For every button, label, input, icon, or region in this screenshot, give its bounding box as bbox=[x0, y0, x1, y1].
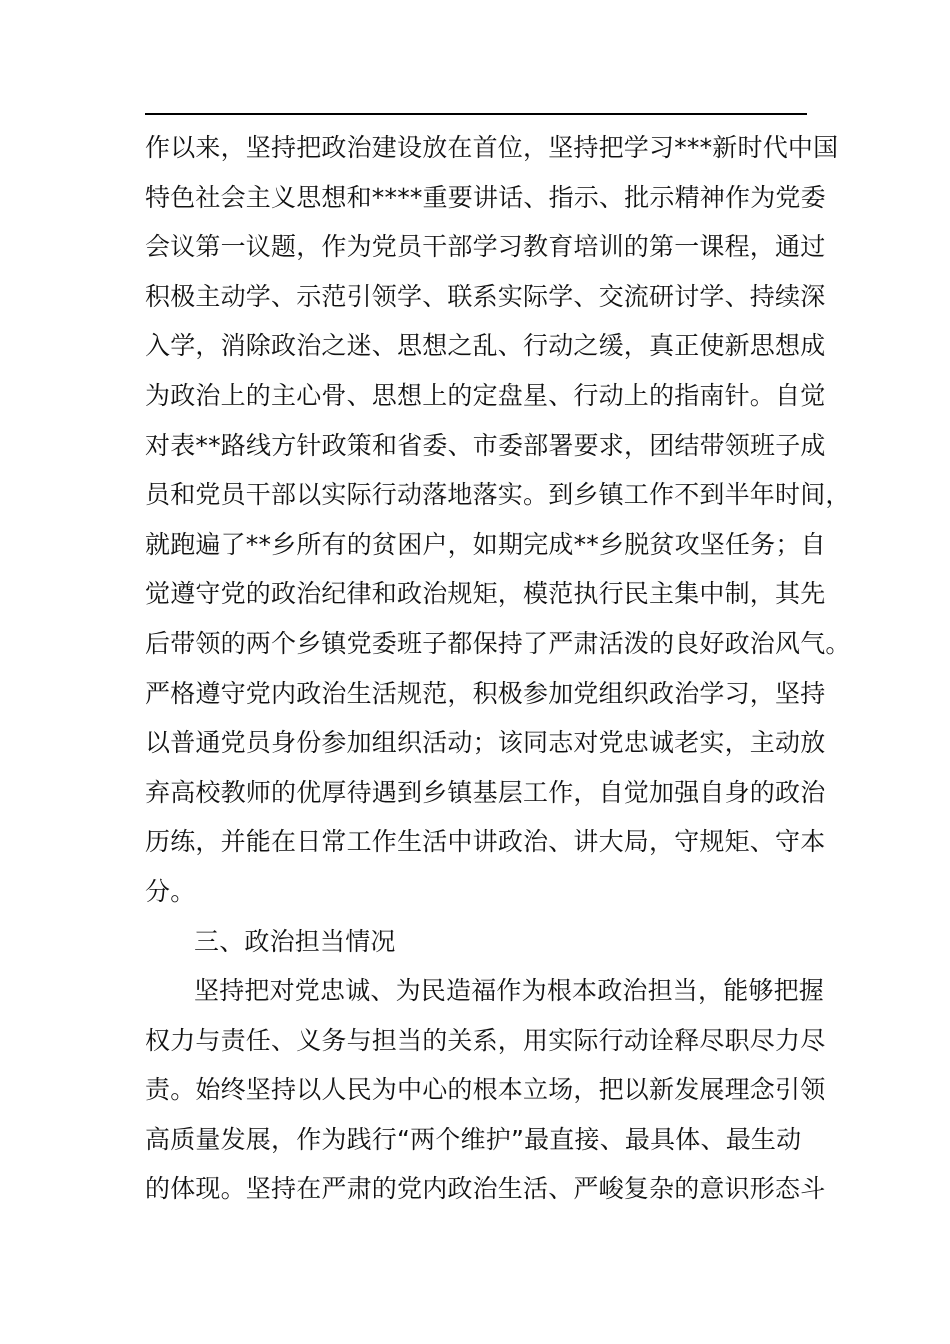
text-line: 入学，消除政治之迷、思想之乱、行动之缓，真正使新思想成 bbox=[145, 331, 826, 361]
document-body bbox=[145, 123, 851, 1214]
text-line: 就跑遍了**乡所有的贫困户，如期完成**乡脱贫攻坚任务；自 bbox=[145, 529, 826, 559]
text-line: 特色社会主义思想和****重要讲话、指示、批示精神作为党委 bbox=[145, 182, 826, 212]
text-line: 以普通党员身份参加组织活动；该同志对党忠诚老实，主动放 bbox=[145, 728, 826, 758]
text-line: 的体现。坚持在严肃的党内政治生活、严峻复杂的意识形态斗 bbox=[145, 1174, 826, 1204]
text-line: 对表**路线方针政策和省委、市委部署要求，团结带领班子成 bbox=[145, 430, 826, 460]
text-line: 积极主动学、示范引领学、联系实际学、交流研讨学、持续深 bbox=[145, 281, 826, 311]
text-line: 弃高校教师的优厚待遇到乡镇基层工作，自觉加强自身的政治 bbox=[145, 777, 826, 807]
text-line: 历练，并能在日常工作生活中讲政治、讲大局，守规矩、守本 bbox=[145, 827, 826, 857]
text-line: 权力与责任、义务与担当的关系，用实际行动诠释尽职尽力尽 bbox=[145, 1025, 826, 1055]
text-line: 高质量发展，作为践行“两个维护”最直接、最具体、最生动 bbox=[145, 1124, 802, 1154]
text-line: 后带领的两个乡镇党委班子都保持了严肃活泼的良好政治风气。 bbox=[145, 628, 851, 658]
text-line: 为政治上的主心骨、思想上的定盘星、行动上的指南针。自觉 bbox=[145, 380, 826, 410]
text-line: 会议第一议题，作为党员干部学习教育培训的第一课程，通过 bbox=[145, 232, 826, 262]
text-line: 坚持把对党忠诚、为民造福作为根本政治担当，能够把握 bbox=[194, 976, 825, 1006]
text-line: 责。始终坚持以人民为中心的根本立场，把以新发展理念引领 bbox=[145, 1075, 826, 1105]
header-rule bbox=[145, 113, 807, 115]
section-heading: 三、政治担当情况 bbox=[194, 926, 396, 956]
text-line: 作以来，坚持把政治建设放在首位，坚持把学习***新时代中国 bbox=[145, 133, 839, 162]
text-line: 觉遵守党的政治纪律和政治规矩，模范执行民主集中制，其先 bbox=[145, 579, 826, 609]
text-line: 员和党员干部以实际行动落地落实。到乡镇工作不到半年时间， bbox=[145, 480, 851, 510]
text-line: 分。 bbox=[145, 876, 196, 906]
text-line: 严格遵守党内政治生活规范，积极参加党组织政治学习，坚持 bbox=[145, 678, 826, 708]
